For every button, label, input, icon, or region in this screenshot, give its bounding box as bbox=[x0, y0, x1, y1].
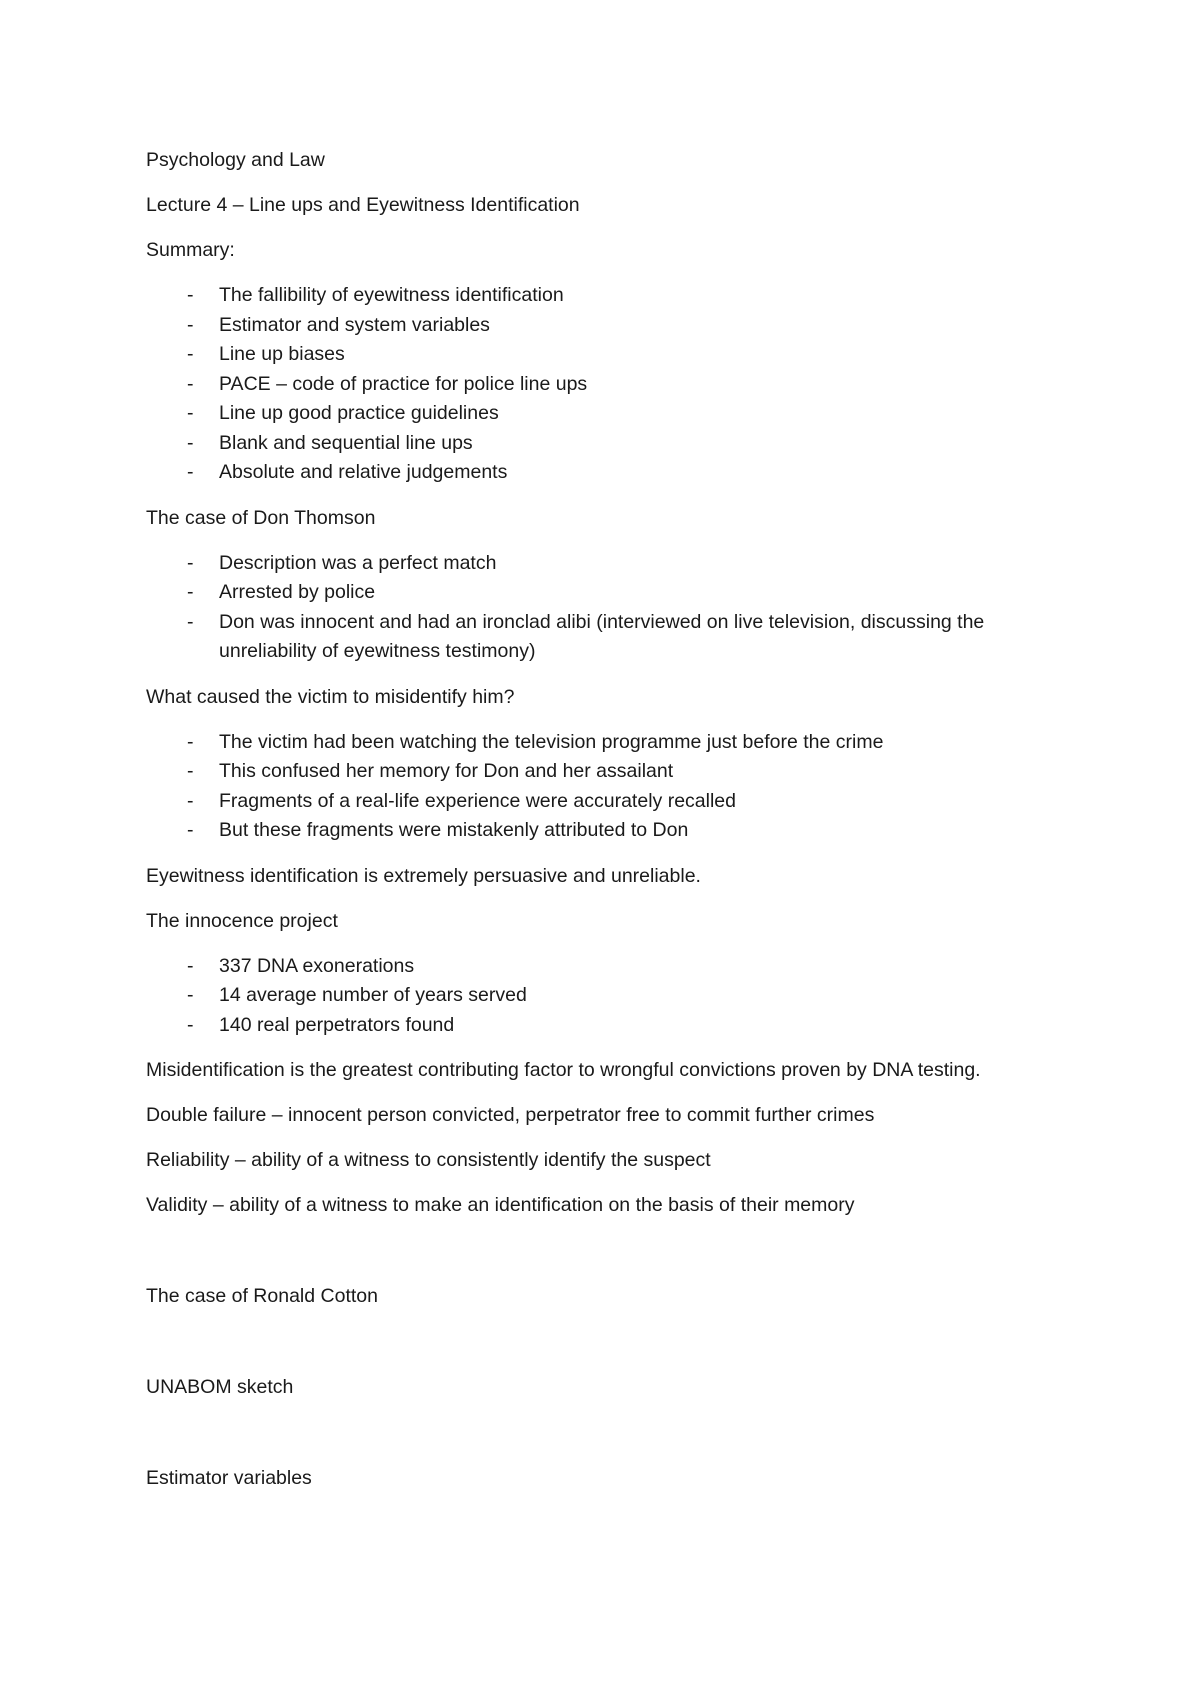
list-item-text: Don was innocent and had an ironclad alibi (interviewed on live television, discussing the unreliability of eyewitness testimony) bbox=[219, 610, 985, 662]
estimator-variables-heading: Estimator variables bbox=[146, 1467, 312, 1489]
spacer bbox=[146, 667, 1076, 683]
spacer bbox=[146, 846, 1076, 862]
spacer bbox=[146, 891, 1076, 907]
list-item-text: Arrested by police bbox=[219, 581, 376, 603]
spacer bbox=[146, 1130, 1076, 1146]
list-item bbox=[146, 370, 1076, 400]
validity-definition: Validity – ability of a witness to make an identification on the basis of their memory bbox=[146, 1194, 855, 1216]
bullet-dash: - bbox=[187, 1013, 194, 1036]
list-item bbox=[146, 728, 1076, 758]
summary-heading: Summary: bbox=[146, 239, 235, 261]
list-item-text: Description was a perfect match bbox=[219, 551, 497, 574]
list-item-text: 337 DNA exonerations bbox=[219, 954, 415, 977]
bullet-dash: - bbox=[187, 372, 194, 395]
list-item-text: But these fragments were mistakenly attributed to Don bbox=[219, 819, 689, 841]
summary-list bbox=[146, 281, 1076, 488]
spacer bbox=[146, 175, 1076, 191]
ronald-cotton-heading: The case of Ronald Cotton bbox=[146, 1285, 378, 1307]
don-thomson-list bbox=[146, 549, 1076, 667]
persuasive-statement: Eyewitness identification is extremely persuasive and unreliable. bbox=[146, 864, 701, 887]
reliability-definition: Reliability – ability of a witness to consistently identify the suspect bbox=[146, 1149, 711, 1171]
list-item bbox=[146, 757, 1076, 787]
list-item bbox=[146, 458, 1076, 488]
list-item-text: Estimator and system variables bbox=[219, 313, 490, 336]
list-item-text: Blank and sequential line ups bbox=[219, 431, 473, 454]
list-item bbox=[146, 281, 1076, 311]
bullet-dash: - bbox=[187, 284, 194, 306]
list-item-text: The fallibility of eyewitness identification bbox=[219, 284, 564, 306]
spacer bbox=[146, 1040, 1076, 1056]
bullet-dash: - bbox=[187, 313, 194, 336]
list-item-text: Absolute and relative judgements bbox=[219, 461, 508, 483]
bullet-dash: - bbox=[187, 581, 194, 603]
list-item bbox=[146, 549, 1076, 579]
list-item bbox=[146, 787, 1076, 817]
bullet-dash: - bbox=[187, 551, 194, 574]
bullet-dash: - bbox=[187, 431, 194, 454]
spacer bbox=[146, 1402, 1076, 1464]
bullet-dash: - bbox=[187, 954, 194, 977]
spacer bbox=[146, 220, 1076, 236]
cause-list bbox=[146, 728, 1076, 846]
spacer bbox=[146, 265, 1076, 281]
bullet-dash: - bbox=[187, 730, 194, 753]
list-item-text: 140 real perpetrators found bbox=[219, 1013, 455, 1036]
spacer bbox=[146, 533, 1076, 549]
innocence-project-list bbox=[146, 952, 1076, 1041]
unabom-sketch-heading: UNABOM sketch bbox=[146, 1376, 294, 1398]
list-item bbox=[146, 952, 1076, 982]
spacer bbox=[146, 712, 1076, 728]
list-item-text: The victim had been watching the television programme just before the crime bbox=[219, 730, 884, 753]
double-failure-statement: Double failure – innocent person convicted, perpetrator free to commit further crimes bbox=[146, 1104, 875, 1126]
list-item bbox=[146, 399, 1076, 429]
list-item bbox=[146, 816, 1076, 846]
list-item-text: PACE – code of practice for police line ups bbox=[219, 372, 588, 395]
list-item-text: This confused her memory for Don and her assailant bbox=[219, 760, 674, 782]
bullet-dash: - bbox=[187, 461, 194, 483]
list-item bbox=[146, 340, 1076, 370]
cause-heading: What caused the victim to misidentify him? bbox=[146, 685, 515, 708]
list-item bbox=[146, 981, 1076, 1011]
list-item bbox=[146, 429, 1076, 459]
misidentification-statement: Misidentification is the greatest contributing factor to wrongful convictions proven by DNA testing. bbox=[146, 1059, 981, 1081]
list-item bbox=[146, 578, 1076, 608]
spacer bbox=[146, 1085, 1076, 1101]
bullet-dash: - bbox=[187, 984, 194, 1006]
spacer bbox=[146, 1311, 1076, 1373]
list-item-text: Line up good practice guidelines bbox=[219, 402, 499, 424]
list-item bbox=[146, 608, 1076, 667]
spacer bbox=[146, 936, 1076, 952]
list-item bbox=[146, 311, 1076, 341]
bullet-dash: - bbox=[187, 402, 194, 424]
list-item-text: Line up biases bbox=[219, 343, 345, 365]
lecture-title: Lecture 4 – Line ups and Eyewitness Identification bbox=[146, 194, 580, 216]
list-item bbox=[146, 1011, 1076, 1041]
bullet-dash: - bbox=[187, 819, 194, 841]
spacer bbox=[146, 488, 1076, 504]
innocence-project-heading: The innocence project bbox=[146, 909, 338, 932]
list-item-text: Fragments of a real-life experience were accurately recalled bbox=[219, 789, 736, 812]
bullet-dash: - bbox=[187, 789, 194, 812]
spacer bbox=[146, 1220, 1076, 1282]
document-title: Psychology and Law bbox=[146, 149, 325, 171]
list-item-text: 14 average number of years served bbox=[219, 984, 527, 1006]
don-thomson-heading: The case of Don Thomson bbox=[146, 506, 376, 529]
spacer bbox=[146, 1175, 1076, 1191]
document-page bbox=[146, 146, 1076, 1493]
bullet-dash: - bbox=[187, 760, 194, 782]
bullet-dash: - bbox=[187, 610, 194, 633]
bullet-dash: - bbox=[187, 343, 194, 365]
